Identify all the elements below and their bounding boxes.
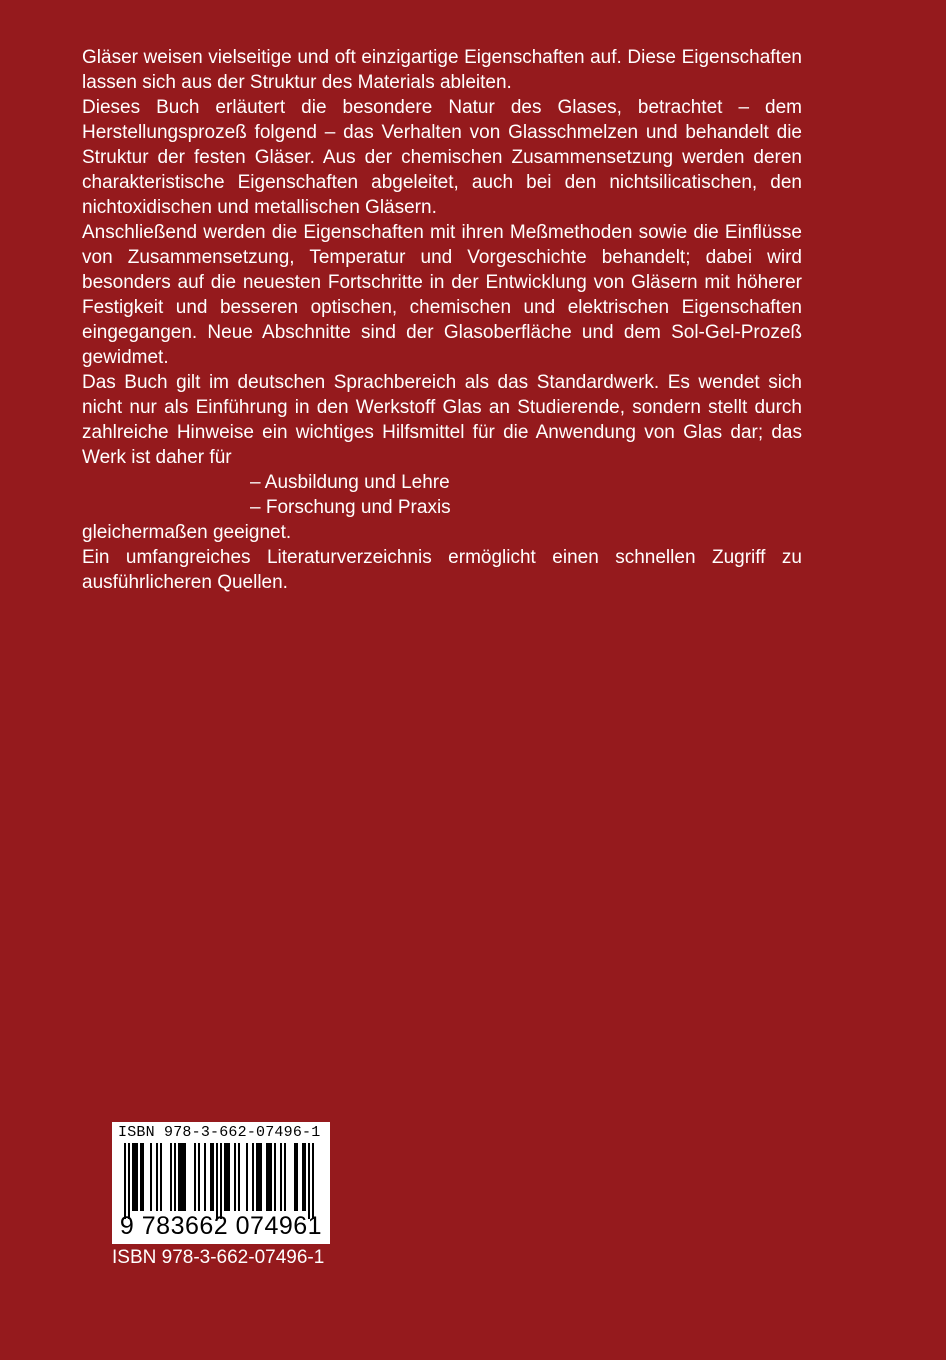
barcode-bar: [260, 1143, 262, 1211]
barcode-bar: [204, 1143, 206, 1211]
barcode-bar: [128, 1143, 130, 1219]
barcode-bar: [312, 1143, 314, 1219]
barcode-isbn-label: ISBN 978-3-662-07496-1: [118, 1124, 321, 1141]
barcode-bar: [140, 1143, 142, 1211]
barcode-bar: [296, 1143, 298, 1211]
barcode-bar: [224, 1143, 226, 1211]
barcode-bar: [304, 1143, 306, 1211]
barcode-bar: [220, 1143, 222, 1219]
barcode-bar: [226, 1143, 228, 1211]
blurb-paragraph-5: gleichermaßen geeignet.: [82, 522, 292, 543]
barcode-bar: [302, 1143, 304, 1211]
barcode-bar: [256, 1143, 258, 1211]
isbn-barcode: [112, 1122, 330, 1244]
barcode-bar: [174, 1143, 176, 1211]
barcode-bar: [124, 1143, 126, 1219]
barcode-bar: [228, 1143, 230, 1211]
barcode-bar: [156, 1143, 158, 1211]
blurb-paragraph-1: Gläser weisen vielseitige und oft einzigartige Eigenschaften auf. Diese Eigenschaften lassen sich aus der Struktur des Materials ableiten.: [82, 47, 802, 93]
barcode-bar: [132, 1143, 134, 1211]
barcode-bar: [150, 1143, 152, 1211]
barcode-bar: [252, 1143, 254, 1211]
barcode-bar: [246, 1143, 248, 1211]
barcode-bar: [194, 1143, 196, 1211]
barcode-bar: [212, 1143, 214, 1211]
barcode-bar: [294, 1143, 296, 1211]
barcode-bar: [238, 1143, 240, 1211]
barcode-bar: [270, 1143, 272, 1211]
audience-list: [82, 470, 802, 520]
barcode-bar: [234, 1143, 236, 1211]
barcode-bar: [198, 1143, 200, 1211]
barcode-bar: [184, 1143, 186, 1211]
blurb-paragraph-6: Ein umfangreiches Literaturverzeichnis ermöglicht einen schnellen Zugriff zu ausführlicheren Quellen.: [82, 547, 802, 593]
barcode-bar: [182, 1143, 184, 1211]
barcode-bar: [180, 1143, 182, 1211]
barcode-bar: [284, 1143, 286, 1211]
isbn-text: ISBN 978-3-662-07496-1: [112, 1247, 325, 1268]
barcode-bar: [142, 1143, 144, 1211]
barcode-bar: [136, 1143, 138, 1211]
barcode-bar: [268, 1143, 270, 1211]
barcode-bar: [210, 1143, 212, 1211]
barcode-bar: [258, 1143, 260, 1211]
barcode-bars: [116, 1143, 326, 1219]
blurb-text: [82, 45, 802, 595]
audience-list-item: – Forschung und Praxis: [250, 497, 451, 518]
blurb-paragraph-4: Das Buch gilt im deutschen Sprachbereich als das Standardwerk. Es wendet sich nicht nur als Einführung in den Werkstoff Glas an Studierende, sondern stellt durch zahlreiche Hinweise ein wichtiges Hilfsmittel für die Anwendung von Glas dar; das Werk ist daher für: [82, 372, 802, 468]
blurb-paragraph-3: Anschließend werden die Eigenschaften mit ihren Meßmethoden sowie die Einflüsse von Zusammensetzung, Temperatur und Vorgeschichte behandelt; dabei wird besonders auf die neuesten Fortschritte in der Entwicklung von Gläsern mit höherer Festigkeit und besseren optischen, chemischen und elektrischen Eigenschaften eingegangen. Neue Abschnitte sind der Glasoberfläche und dem Sol-Gel-Prozeß gewidmet.: [82, 222, 802, 368]
barcode-bar: [170, 1143, 172, 1211]
barcode-bar: [178, 1143, 180, 1211]
barcode-bar: [160, 1143, 162, 1211]
barcode-digits: 9 783662 074961: [119, 1212, 323, 1240]
barcode-bar: [274, 1143, 276, 1211]
barcode-bar: [134, 1143, 136, 1211]
audience-list-item: – Ausbildung und Lehre: [250, 472, 450, 493]
barcode-bar: [308, 1143, 310, 1219]
barcode-bar: [216, 1143, 218, 1219]
barcode-bar: [280, 1143, 282, 1211]
blurb-paragraph-2: Dieses Buch erläutert die besondere Natur des Glases, betrachtet – dem Herstellungsprozeß folgend – das Verhalten von Glasschmelzen und behandelt die Struktur der festen Gläser. Aus der chemischen Zusammensetzung werden deren charakteristische Eigenschaften abgeleitet, auch bei den nichtsilicatischen, den nichtoxidischen und metallischen Gläsern.: [82, 97, 802, 218]
barcode-bar: [266, 1143, 268, 1211]
